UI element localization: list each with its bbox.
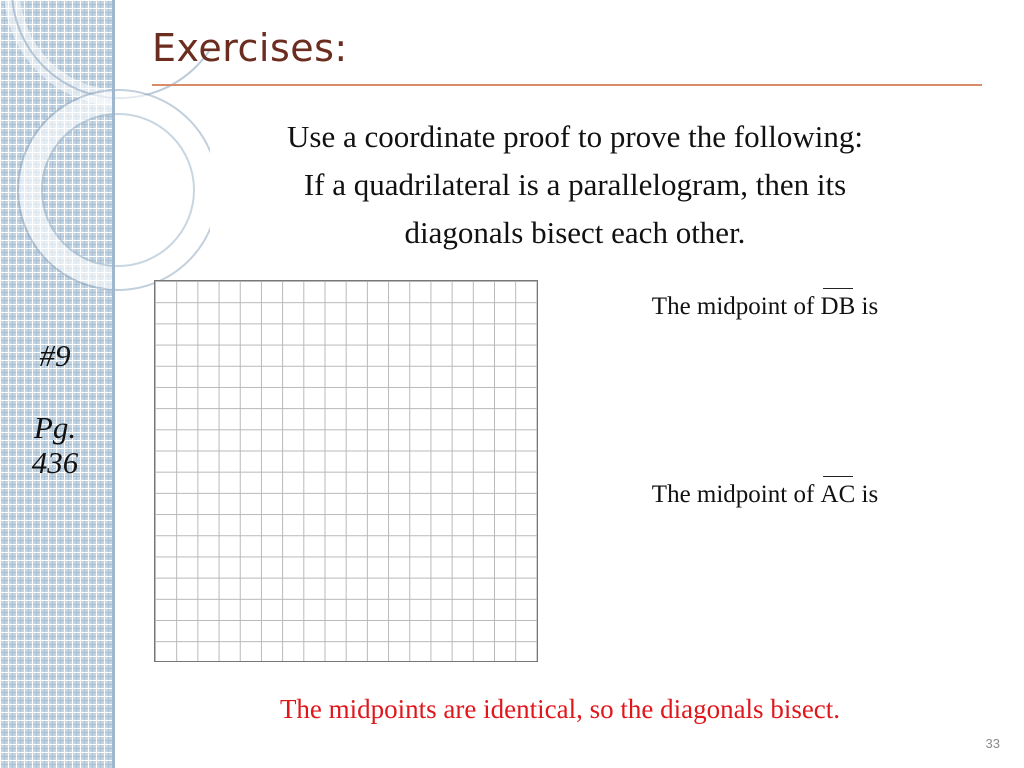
problem-statement — [180, 113, 970, 257]
midpoint-ac-suffix: is — [855, 481, 879, 508]
midpoint-ac-statement — [580, 481, 950, 509]
slide-number: 33 — [985, 736, 1000, 751]
midpoint-db-statement — [580, 293, 950, 321]
page-reference — [0, 410, 110, 480]
page-ref-number: 436 — [31, 445, 79, 480]
problem-line: Use a coordinate proof to prove the following: — [287, 119, 863, 154]
midpoint-db-prefix: The midpoint of — [651, 293, 821, 320]
problem-line: If a quadrilateral is a parallelogram, then its — [303, 167, 847, 202]
exercise-number: #9 — [39, 338, 71, 373]
page-ref-label: Pg. — [33, 410, 77, 445]
title-underline — [152, 84, 982, 86]
sidebar-edge — [112, 0, 115, 768]
coordinate-grid — [154, 280, 538, 662]
conclusion-text: The midpoints are identical, so the diagonals bisect. — [279, 694, 841, 724]
problem-line: diagonals bisect each other. — [404, 215, 746, 250]
midpoint-ac-prefix: The midpoint of — [651, 481, 821, 508]
midpoint-db-suffix: is — [855, 293, 879, 320]
segment-ac-label: AC — [820, 481, 856, 508]
segment-db-label: DB — [820, 293, 856, 320]
slide-title: Exercises: — [152, 26, 348, 70]
